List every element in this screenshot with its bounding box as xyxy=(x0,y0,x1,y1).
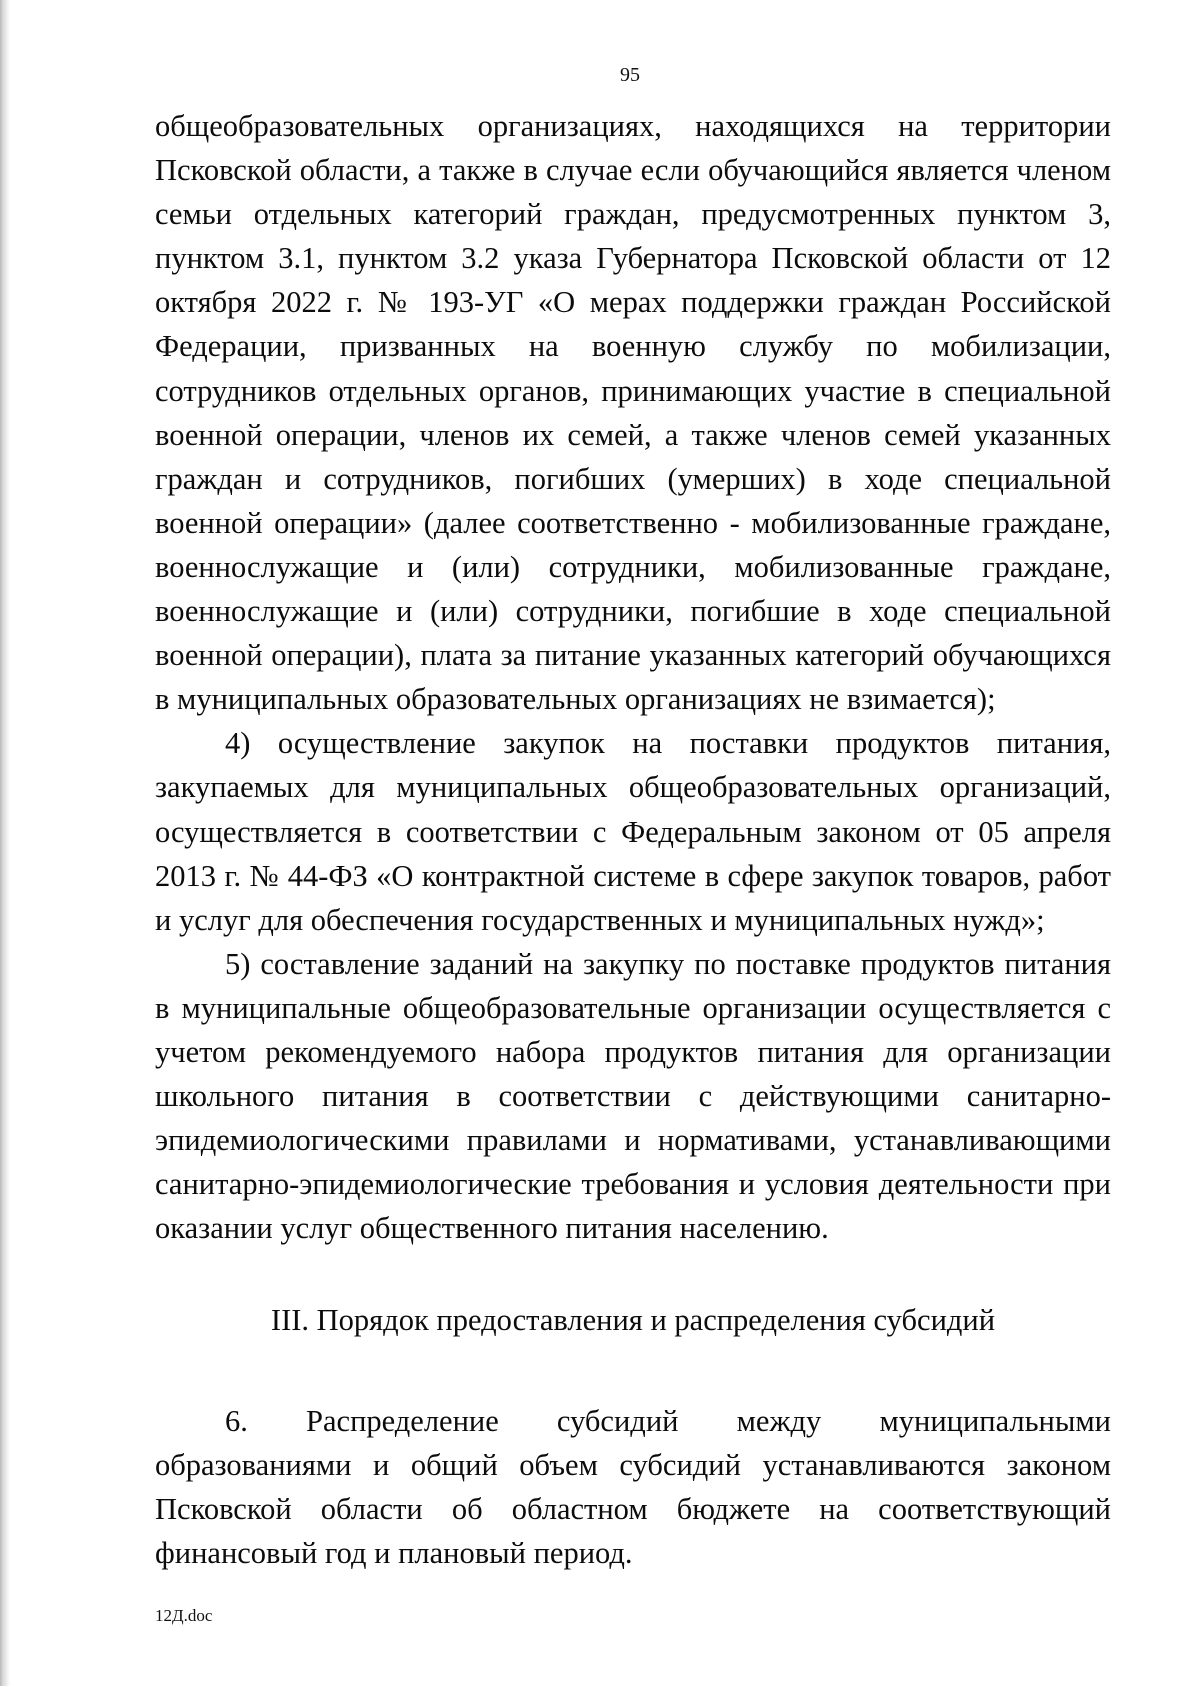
scan-edge-shadow xyxy=(0,0,10,1686)
section-heading: III. Порядок предоставления и распределения субсидий xyxy=(270,1303,996,1338)
page-number: 95 xyxy=(620,64,640,86)
paragraph-item-4: 4) осуществление закупок на поставки продуктов питания, закупаемых для муниципальных общеобразовательных организаций, осуществляется в соответствии с Федеральным законом от 05 апреля 2013 г. № 44-ФЗ «О контрактной системе в сфере закупок товаров, работ и услуг для обеспечения государственных и муниципальных нужд»; xyxy=(155,726,1111,937)
paragraph-item-5: 5) составление заданий на закупку по поставке продуктов питания в муниципальные общеобразовательные организации осуществляется с учетом рекомендуемого набора продуктов питания для организации школьного питания в соответствии с действующими санитарно-эпидемиологическими правилами и нормативами, устанавливающими санитарно-эпидемиологические требования и условия деятельности при оказании услуг общественного питания населению. xyxy=(155,946,1111,1246)
paragraph-continuation: общеобразовательных организациях, находящихся на территории Псковской области, а также в случае если обучающийся является членом семьи отдельных категорий граждан, предусмотренных пунктом 3, пунктом 3.1, пунктом 3.2 указа Губернатора Псковской области от 12 октября 2022 г. № 193-УГ «О мерах поддержки граждан Российской Федерации, призванных на военную службу по мобилизации, сотрудников отдельных органов, принимающих участие в специальной военной операции, членов их семей, а также членов семей указанных граждан и сотрудников, погибших (умерших) в ходе специальной военной операции» (далее соответственно - мобилизованные граждане, военнослужащие и (или) сотрудники, мобилизованные граждане, военнослужащие и (или) сотрудники, погибшие в ходе специальной военной операции), плата за питание указанных категорий обучающихся в муниципальных образовательных организациях не взимается); xyxy=(155,109,1111,717)
document-body xyxy=(155,104,1111,1575)
footer-filename: 12Д.doc xyxy=(155,1606,213,1625)
paragraph-item-6: 6. Распределение субсидий между муниципальными образованиями и общий объем субсидий устанавливаются законом Псковской области об областном бюджете на соответствующий финансовый год и плановый период. xyxy=(155,1403,1111,1570)
